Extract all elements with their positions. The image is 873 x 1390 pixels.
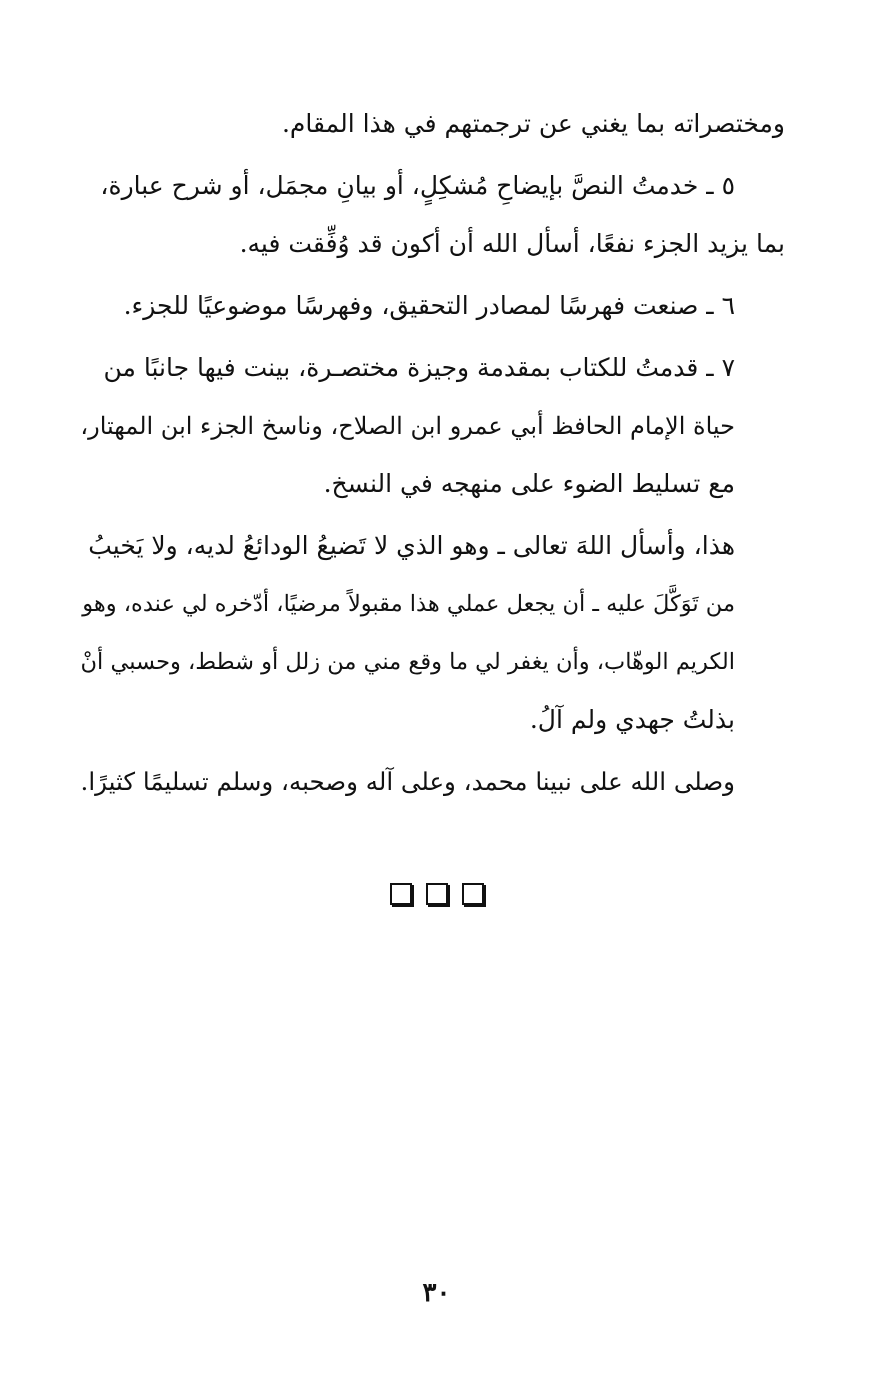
square-ornament-icon [426,883,448,905]
text-line: وصلى الله على نبينا محمد، وعلى آله وصحبه، وسلم تسليمًا كثيرًا. [80,767,735,796]
text-line: الكريم الوهّاب، وأن يغفر لي ما وقع مني من زلل أو شطط، وحسبي أنْ [80,649,735,675]
text-line: ٦ ـ صنعت فهرسًا لمصادر التحقيق، وفهرسًا موضوعيًا للجزء. [123,291,735,320]
text-line: بذلتُ جهدي ولم آلُ. [529,705,735,734]
paragraph-prayer [73,517,785,749]
paragraph-closing [73,753,785,811]
paragraph-item-5 [73,157,785,273]
square-ornament-icon [462,883,484,905]
paragraph-item-7 [73,339,785,513]
text-line: ٥ ـ خدمتُ النصَّ بإيضاحِ مُشكِلٍ، أو بيانِ مجمَل، أو شرح عبارة، [100,171,735,200]
section-end-ornament [0,883,873,905]
text-line: حياة الإمام الحافظ أبي عمرو ابن الصلاح، وناسخ الجزء ابن المهتار، [80,412,735,440]
body-text [73,95,785,811]
text-line: هذا، وأسأل اللهَ تعالى ـ وهو الذي لا تَضيعُ الودائعُ لديه، ولا يَخيبُ [88,531,735,560]
text-line: من تَوَكَّلَ عليه ـ أن يجعل عملي هذا مقبولاً مرضيًا، أدّخره لي عنده، وهو [82,591,735,617]
text-line: مع تسليط الضوء على منهجه في النسخ. [323,469,735,498]
text-line: بما يزيد الجزء نفعًا، أسأل الله أن أكون قد وُفِّقت فيه. [239,229,785,258]
paragraph-item-6 [73,277,785,335]
text-line: ٧ ـ قدمتُ للكتاب بمقدمة وجيزة مختصـرة، بينت فيها جانبًا من [103,353,735,382]
square-ornament-icon [390,883,412,905]
page-number: ٣٠ [422,1278,451,1308]
text-line: ومختصراته بما يغني عن ترجمتهم في هذا المقام. [281,109,785,138]
paragraph-continuation [73,95,785,153]
